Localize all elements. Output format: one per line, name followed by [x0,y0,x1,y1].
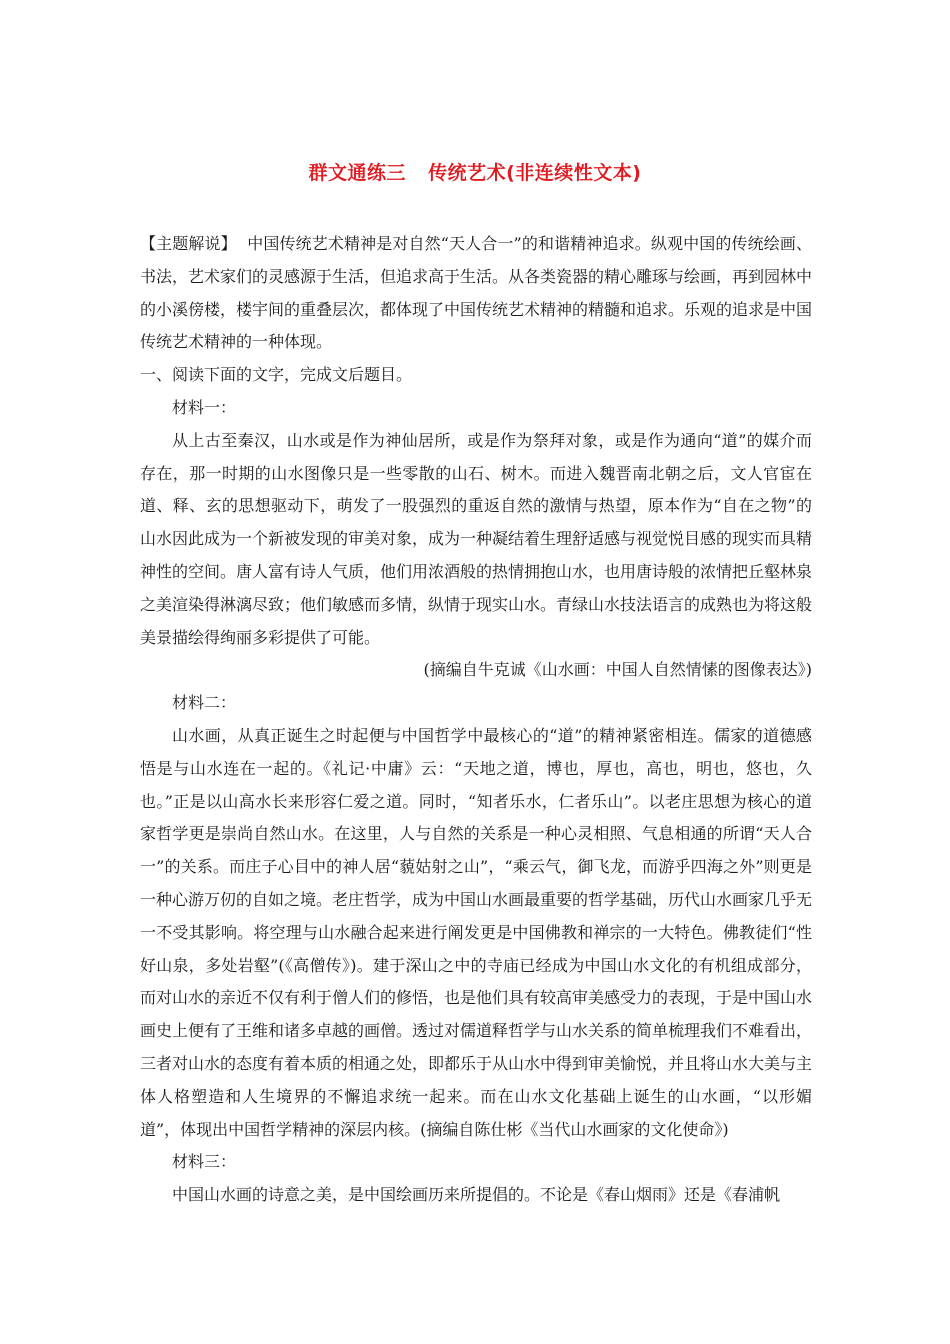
material2-label: 材料二： [172,693,237,713]
theme-tag: 【主题解说】 [140,234,237,253]
page-title [0,158,950,185]
document-body [140,228,812,1212]
theme-text: 中国传统艺术精神是对自然“天人合一”的和谐精神追求。纵观中国的传统绘画、书法，艺术家们的灵感源于生活，但追求高于生活。从各类瓷器的精心雕琢与绘画，再到园林中的小溪傍楼，楼宇间的重叠层次，都体现了中国传统艺术精神的精髓和追求。乐观的追求是中国传统艺术精神的一种体现。 [140,234,813,352]
material1-text: 从上古至秦汉，山水或是作为神仙居所，或是作为祭拜对象，或是作为通向“道”的媒介而存在，那一时期的山水图像只是一些零散的山石、树木。而进入魏晋南北朝之后，文人官宦在道、释、玄的思想驱动下，萌发了一股强烈的重返自然的激情与热望，原本作为“自在之物”的山水因此成为一个新被发现的审美对象，成为一种凝结着生理舒适感与视觉悦目感的现实而具精神性的空间。唐人富有诗人气质，他们用浓酒般的热情拥抱山水，也用唐诗般的浓情把丘壑林泉之美渲染得淋漓尽致；他们敏感而多情，纵情于现实山水。青绿山水技法语言的成熟也为将这般美景描绘得绚丽多彩提供了可能。 [140,430,813,647]
theme-paragraph [140,228,812,359]
material1-source: (摘编自牛克诚《山水画：中国人自然情愫的图像表达》) [423,660,812,680]
material1-label: 材料一： [172,397,237,417]
title-series: 群文通练三 [308,162,407,184]
material2-text: 山水画，从真正诞生之时起便与中国哲学中最核心的“道”的精神紧密相连。儒家的道德感悟是与山水连在一起的。《礼记·中庸》云：“天地之道，博也，厚也，高也，明也，悠也，久也。”正是以山高水长来形容仁爱之道。同时，“知者乐水，仁者乐山”。以老庄思想为核心的道家哲学更是崇尚自然山水。在这里，人与自然的关系是一种心灵相照、气息相通的所谓“天人合一”的关系。而庄子心目中的神人居“藐姑射之山”，“乘云气，御飞龙，而游乎四海之外”则更是一种心游万仞的自如之境。老庄哲学，成为中国山水画最重要的哲学基础，历代山水画家几乎无一不受其影响。将空理与山水融合起来进行阐发更是中国佛教和禅宗的一大特色。佛教徒们“性好山泉，多处岩壑”(《高僧传》)。建于深山之中的寺庙已经成为中国山水文化的有机组成部分，而对山水的亲近不仅有利于僧人们的修悟，也是他们具有较高审美感受力的表现，于是中国山水画史上便有了王维和诸多卓越的画僧。透过对儒道释哲学与山水关系的简单梳理我们不难看出，三者对山水的态度有着本质的相通之处，即都乐于从山水中得到审美愉悦，并且将山水大美与主体人格塑造和人生境界的不懈追求统一起来。而在山水文化基础上诞生的山水画，“以形媚道”，体现出中国哲学精神的深层内核。(摘编自陈仕彬《当代山水画家的文化使命》) [140,725,813,1139]
title-topic: 传统艺术(非连续性文本) [428,162,642,184]
material3-label: 材料三： [172,1152,237,1172]
material3-text: 中国山水画的诗意之美，是中国绘画历来所提倡的。不论是《春山烟雨》还是《春浦帆 [172,1185,781,1205]
section-heading: 一、阅读下面的文字，完成文后题目。 [140,365,413,385]
